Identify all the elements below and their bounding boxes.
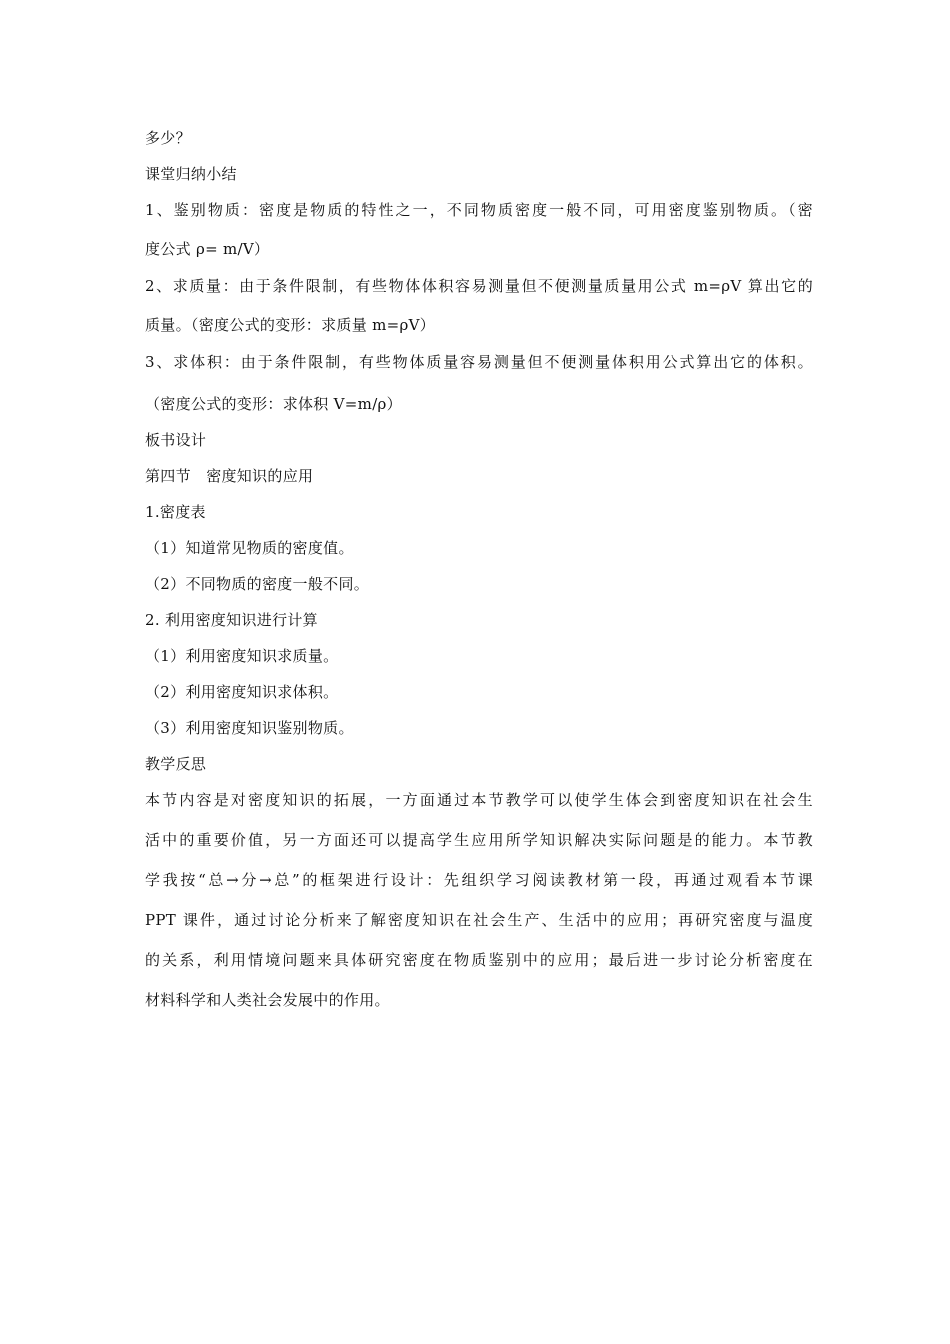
text-line: 的关系，利用情境问题来具体研究密度在物质鉴别中的应用；最后进一步讨论分析密度在: [145, 951, 813, 969]
section-heading: 板书设计: [145, 431, 207, 449]
text-line: 多少？: [145, 129, 191, 147]
text-line: 1.密度表: [145, 503, 206, 521]
list-item: （3）利用密度知识鉴别物质。: [145, 719, 354, 737]
text-line: 度公式 ρ= m/V）: [145, 240, 270, 258]
text-line: 1、鉴别物质：密度是物质的特性之一，不同物质密度一般不同，可用密度鉴别物质。（密: [145, 201, 813, 219]
list-item: （2）利用密度知识求体积。: [145, 683, 339, 701]
text-line: PPT 课件，通过讨论分析来了解密度知识在社会生产、生活中的应用；再研究密度与温度: [145, 911, 813, 929]
text-line: 2. 利用密度知识进行计算: [145, 611, 318, 629]
text-line: 2、求质量：由于条件限制，有些物体体积容易测量但不便测量质量用公式 m=ρV 算出它的: [145, 277, 813, 295]
text-line: 本节内容是对密度知识的拓展，一方面通过本节教学可以使学生体会到密度知识在社会生: [145, 791, 813, 809]
text-line: （密度公式的变形：求体积 V=m/ρ）: [145, 395, 402, 413]
text-line: 活中的重要价值，另一方面还可以提高学生应用所学知识解决实际问题是的能力。本节教: [145, 831, 813, 849]
list-item: （2）不同物质的密度一般不同。: [145, 575, 370, 593]
text-line: 第四节 密度知识的应用: [145, 467, 314, 485]
section-heading: 课堂归纳小结: [145, 165, 237, 183]
section-heading: 教学反思: [145, 755, 207, 773]
list-item: （1）知道常见物质的密度值。: [145, 539, 354, 557]
text-line: 3、求体积：由于条件限制，有些物体质量容易测量但不便测量体积用公式算出它的体积。: [145, 353, 813, 371]
text-line: 材料科学和人类社会发展中的作用。: [145, 991, 390, 1009]
text-line: 学我按“总→分→总”的框架进行设计：先组织学习阅读教材第一段，再通过观看本节课: [145, 871, 813, 889]
text-line: 质量。（密度公式的变形：求质量 m=ρV）: [145, 316, 436, 334]
list-item: （1）利用密度知识求质量。: [145, 647, 339, 665]
document-page: [145, 0, 813, 1344]
